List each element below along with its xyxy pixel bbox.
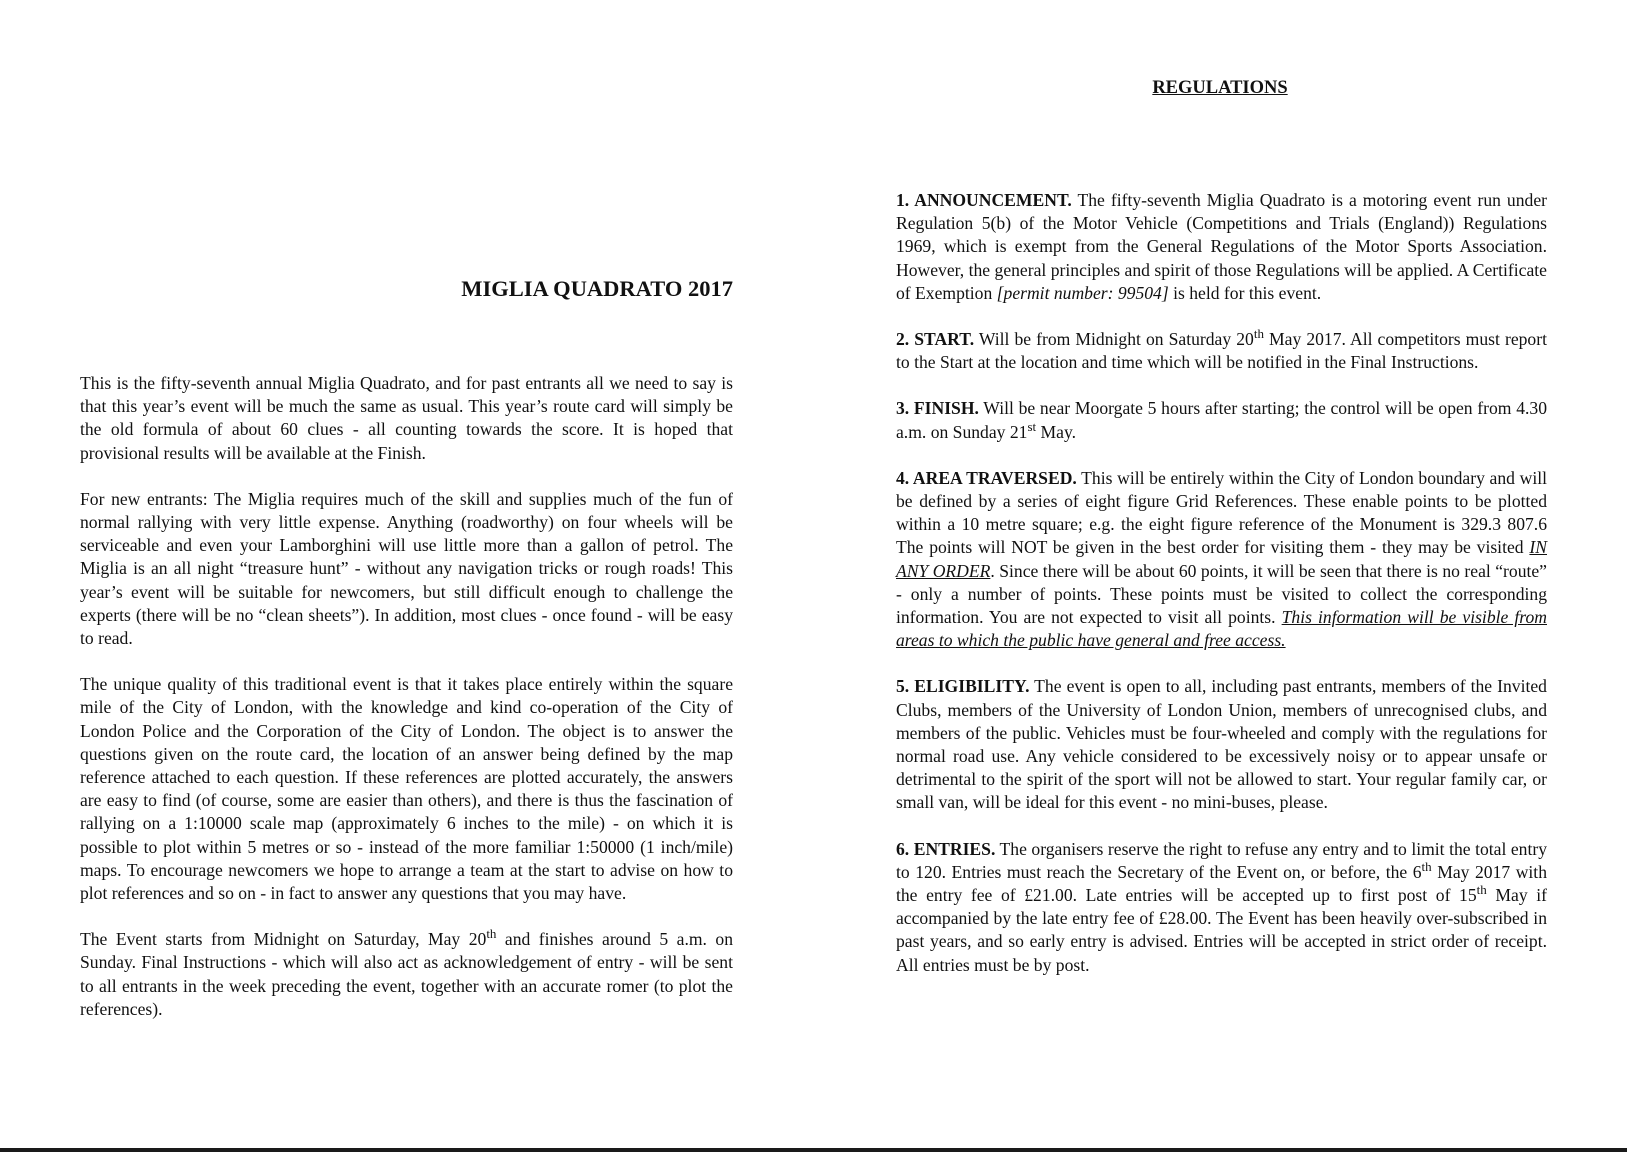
regulation-text: The fifty-seventh Miglia Quadrato is a motoring event run under Regulation 5(b) of the Motor Vehicle (Competitions and Trials (England)) Regulations 1969, which is exempt from the General Regulations of the Motor Sports Association. However, the general principles and spirit of those Regulations will be applied. A Certificate of Exemption	[896, 190, 1547, 303]
regulation-heading: 1. ANNOUNCEMENT.	[896, 190, 1072, 210]
intro-p4-start: The Event starts from Midnight on Saturday, May 20	[80, 929, 487, 950]
ordinal-suffix: th	[1253, 326, 1264, 342]
regulation-area-traversed	[896, 467, 1547, 653]
regulation-text-middle: May 2017 with the entry fee of £21.00. Late entries will be accepted up to first post of 15	[896, 861, 1547, 906]
regulation-finish	[896, 397, 1547, 443]
intro-paragraph-2: For new entrants: The Miglia requires much of the skill and supplies much of the fun of normal rallying with very little expense. Anything (roadworthy) on four wheels will be serviceable and even your Lamborghini will use little more than a gallon of petrol. The Miglia is an all night “treasure hunt” - without any navigation tricks or rough roads! This year’s event will be suitable for newcomers, but still difficult enough to challenge the experts (there will be no “clean sheets”). In addition, most clues - once found - will be easy to read.	[80, 488, 733, 649]
regulation-heading: 6. ENTRIES.	[896, 838, 996, 859]
regulations-title: REGULATIONS	[1152, 78, 1288, 98]
regulation-entries	[896, 838, 1547, 977]
ordinal-suffix: st	[1027, 418, 1037, 434]
regulation-text: Will be from Midnight on Saturday 20	[974, 329, 1254, 350]
regulation-text-end: May if accompanied by the late entry fee of £28.00. The Event has been heavily over-subscribed in past years, and so early entry is advised. Entries will be accepted in strict order of receipt. All entries must be by post.	[896, 885, 1547, 975]
intro-paragraph-3: The unique quality of this traditional event is that it takes place entirely within the square mile of the City of London, with the knowledge and kind co-operation of the City of London Police and the Corporation of the City of London. The object is to answer the questions given on the route card, the location of an answer being defined by the map reference attached to each question. If these references are plotted accurately, the answers are easy to find (of course, some are easier than others), and there is thus the fascination of rallying on a 1:10000 scale map (approximately 6 inches to the mile) - on which it is possible to plot within 5 metres or so - instead of the more familiar 1:50000 (1 inch/mile) maps. To encourage newcomers we hope to arrange a team at the start to advise on how to plot references and so on - in fact to answer any questions that you may have.	[80, 674, 733, 904]
event-title: MIGLIA QUADRATO 2017	[461, 276, 733, 301]
intro-paragraph-4	[80, 928, 733, 1021]
public-access-note: This information will be visible from areas to which the public have general and free access.	[896, 607, 1547, 651]
intro-paragraph-1: This is the fifty-seventh annual Miglia Quadrato, and for past entrants all we need to say is that this year’s event will be much the same as usual. This year’s route card will simply be the old formula of about 60 clues - all counting towards the score. It is hoped that provisional results will be available at the Finish.	[80, 373, 733, 463]
regulation-text: The organisers reserve the right to refuse any entry and to limit the total entry to 120. Entries must reach the Secretary of the Event on, or before, the 6	[896, 838, 1547, 882]
regulation-heading: 5. ELIGIBILITY.	[896, 676, 1030, 697]
any-order-emphasis: IN ANY ORDER	[896, 537, 1547, 581]
ordinal-suffix: th	[1421, 858, 1432, 874]
regulation-eligibility	[896, 675, 1547, 814]
regulation-announcement	[896, 189, 1547, 305]
left-page	[0, 0, 813, 1148]
regulation-text-end: May.	[1036, 421, 1077, 442]
regulation-heading: 3. FINISH.	[896, 398, 979, 419]
right-page	[813, 0, 1627, 1148]
regulation-start	[896, 328, 1547, 374]
regulations-list	[896, 189, 1547, 1000]
intro-p4-ordinal: th	[486, 926, 497, 942]
regulation-text: The event is open to all, including past entrants, members of the Invited Clubs, members of the University of London Union, members of unrecognised clubs, and members of the public. Vehicles must be four-wheeled and comply with the regulations for normal road use. Any vehicle considered to be excessively noisy or to appear unsafe or detrimental to the spirit of the sport will not be allowed to start. Your regular family car, or small van, will be ideal for this event - no mini-buses, please.	[896, 676, 1547, 813]
bottom-divider	[0, 1148, 1627, 1152]
intro-p4-end: and finishes around 5 a.m. on Sunday. Final Instructions - which will also act as acknowledgement of entry - will be sent to all entrants in the week preceding the event, together with an accurate romer (to plot the references).	[80, 929, 733, 1019]
intro-text	[80, 372, 733, 1044]
ordinal-suffix: th	[1476, 882, 1487, 898]
regulation-text-end: is held for this event.	[1168, 282, 1322, 303]
regulation-heading: 2. START.	[896, 329, 975, 350]
regulation-text: Will be near Moorgate 5 hours after starting; the control will be open from 4.30 a.m. on Sunday 21	[896, 398, 1547, 442]
regulation-text: This will be entirely within the City of London boundary and will be defined by a series of eight figure Grid References. These enable points to be plotted within a 10 metre square; e.g. the eight figure reference of the Monument is 329.3 807.6 The points will NOT be given in the best order for visiting them - they may be visited	[896, 467, 1547, 558]
regulation-text-end: May 2017. All competitors must report to the Start at the location and time which will be notified in the Final Instructions.	[896, 329, 1547, 373]
regulation-text-middle: . Since there will be about 60 points, it will be seen that there is no real “route” - only a number of points. These points must be visited to collect the corresponding information. You are not expected to visit all points.	[896, 560, 1547, 628]
permit-number: [permit number: 99504]	[996, 282, 1169, 303]
regulation-heading: 4. AREA TRAVERSED.	[896, 467, 1077, 488]
